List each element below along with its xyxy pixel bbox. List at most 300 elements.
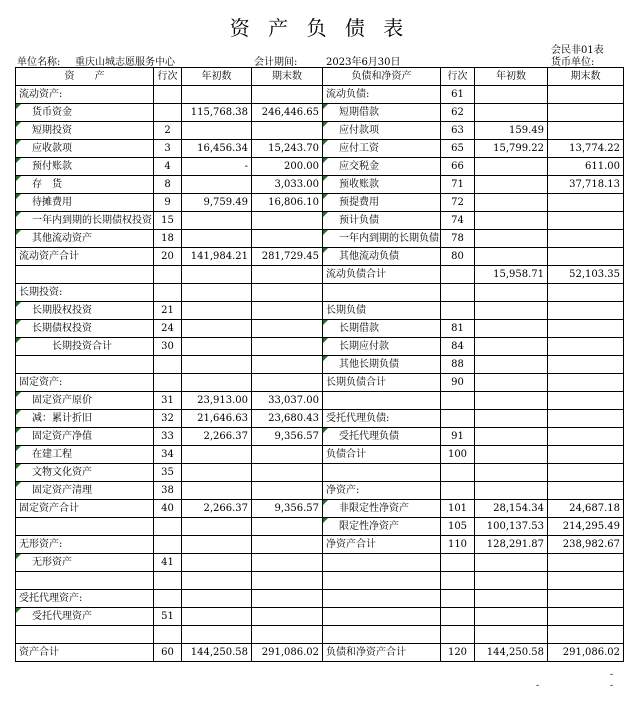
liability-begin — [475, 446, 548, 464]
liability-row-no — [441, 626, 475, 644]
asset-label: 应收款项 — [16, 140, 154, 158]
balance-sheet-table — [15, 67, 624, 662]
header-assets: 资 产 — [16, 68, 154, 86]
liability-label — [323, 284, 441, 302]
asset-begin — [182, 356, 252, 374]
liability-label — [323, 572, 441, 590]
asset-begin — [182, 302, 252, 320]
liability-end — [548, 230, 624, 248]
liability-row-no — [441, 284, 475, 302]
asset-end: 200.00 — [252, 158, 323, 176]
liability-begin — [475, 392, 548, 410]
liability-begin — [475, 248, 548, 266]
asset-row-no — [154, 572, 182, 590]
asset-begin — [182, 212, 252, 230]
liability-end — [548, 284, 624, 302]
liability-label — [323, 392, 441, 410]
table-row — [16, 266, 624, 284]
asset-begin: 141,984.21 — [182, 248, 252, 266]
liability-end — [548, 410, 624, 428]
liability-begin — [475, 374, 548, 392]
asset-end — [252, 608, 323, 626]
asset-label: 资产合计 — [16, 644, 154, 662]
liability-end — [548, 248, 624, 266]
asset-row-no: 34 — [154, 446, 182, 464]
liability-row-no — [441, 590, 475, 608]
liability-label: 负债合计 — [323, 446, 441, 464]
table-row — [16, 572, 624, 590]
liability-row-no: 110 — [441, 536, 475, 554]
footer-mark: - — [536, 681, 540, 691]
asset-label: 待摊费用 — [16, 194, 154, 212]
liability-label: 应付款项 — [323, 122, 441, 140]
asset-begin — [182, 572, 252, 590]
table-row — [16, 518, 624, 536]
form-code: 会民非01表 — [551, 45, 604, 56]
liability-label: 限定性净资产 — [323, 518, 441, 536]
liability-row-no — [441, 392, 475, 410]
liability-label — [323, 608, 441, 626]
asset-row-no — [154, 590, 182, 608]
table-row — [16, 626, 624, 644]
asset-label: 长期股权投资 — [16, 302, 154, 320]
table-row — [16, 464, 624, 482]
liability-row-no: 120 — [441, 644, 475, 662]
liability-label — [323, 464, 441, 482]
asset-end — [252, 284, 323, 302]
liability-label — [323, 626, 441, 644]
period-value: 2023年6月30日 — [326, 57, 401, 68]
liability-end — [548, 356, 624, 374]
asset-row-no: 18 — [154, 230, 182, 248]
liability-row-no: 81 — [441, 320, 475, 338]
liability-row-no: 90 — [441, 374, 475, 392]
liability-row-no — [441, 302, 475, 320]
currency-label: 货币单位: — [551, 57, 595, 68]
liability-begin — [475, 626, 548, 644]
asset-row-no: 31 — [154, 392, 182, 410]
asset-begin: 23,913.00 — [182, 392, 252, 410]
asset-label — [16, 356, 154, 374]
asset-begin: - — [182, 158, 252, 176]
asset-end: 291,086.02 — [252, 644, 323, 662]
liability-end — [548, 554, 624, 572]
liability-label: 应付工资 — [323, 140, 441, 158]
asset-end — [252, 122, 323, 140]
asset-begin — [182, 86, 252, 104]
asset-begin — [182, 266, 252, 284]
table-row — [16, 410, 624, 428]
liability-end — [548, 104, 624, 122]
asset-end: 15,243.70 — [252, 140, 323, 158]
asset-row-no: 35 — [154, 464, 182, 482]
liability-row-no: 62 — [441, 104, 475, 122]
asset-begin — [182, 320, 252, 338]
asset-row-no: 40 — [154, 500, 182, 518]
liability-begin: 15,958.71 — [475, 266, 548, 284]
table-row — [16, 176, 624, 194]
asset-label: 存 货 — [16, 176, 154, 194]
header-liabilities: 负债和净资产 — [323, 68, 441, 86]
liability-label: 短期借款 — [323, 104, 441, 122]
asset-row-no: 21 — [154, 302, 182, 320]
asset-begin — [182, 482, 252, 500]
asset-row-no — [154, 266, 182, 284]
liability-label: 流动负债: — [323, 86, 441, 104]
asset-label: 一年内到期的长期债权投资 — [16, 212, 154, 230]
asset-end — [252, 518, 323, 536]
asset-end — [252, 626, 323, 644]
liability-label: 长期负债合计 — [323, 374, 441, 392]
table-row — [16, 158, 624, 176]
asset-end — [252, 482, 323, 500]
asset-end — [252, 86, 323, 104]
liability-end — [548, 608, 624, 626]
table-row — [16, 428, 624, 446]
asset-label: 无形资产 — [16, 554, 154, 572]
header-begin-right: 年初数 — [475, 68, 548, 86]
report-title: 资 产 负 债 表 — [229, 16, 410, 40]
liability-label: 净资产合计 — [323, 536, 441, 554]
liability-label: 其他长期负债 — [323, 356, 441, 374]
unit-label: 单位名称: — [17, 57, 61, 68]
asset-row-no: 30 — [154, 338, 182, 356]
asset-label: 受托代理资产: — [16, 590, 154, 608]
asset-row-no — [154, 518, 182, 536]
liability-begin — [475, 86, 548, 104]
liability-begin — [475, 158, 548, 176]
asset-row-no: 2 — [154, 122, 182, 140]
asset-label — [16, 518, 154, 536]
liability-label: 预收账款 — [323, 176, 441, 194]
asset-end — [252, 572, 323, 590]
asset-end — [252, 536, 323, 554]
asset-end — [252, 266, 323, 284]
liability-end: 291,086.02 — [548, 644, 624, 662]
liability-label: 预提费用 — [323, 194, 441, 212]
table-row — [16, 500, 624, 518]
asset-begin: 2,266.37 — [182, 500, 252, 518]
table-row — [16, 320, 624, 338]
asset-label: 固定资产合计 — [16, 500, 154, 518]
liability-end: 24,687.18 — [548, 500, 624, 518]
table-row — [16, 122, 624, 140]
liability-begin — [475, 194, 548, 212]
liability-begin — [475, 572, 548, 590]
asset-row-no — [154, 86, 182, 104]
liability-begin — [475, 320, 548, 338]
liability-end — [548, 464, 624, 482]
liability-label: 非限定性净资产 — [323, 500, 441, 518]
asset-label: 流动资产: — [16, 86, 154, 104]
table-row — [16, 248, 624, 266]
asset-end — [252, 464, 323, 482]
asset-end: 16,806.10 — [252, 194, 323, 212]
header-row-no-right: 行次 — [441, 68, 475, 86]
liability-begin: 100,137.53 — [475, 518, 548, 536]
asset-begin — [182, 464, 252, 482]
asset-begin — [182, 338, 252, 356]
liability-row-no: 74 — [441, 212, 475, 230]
liability-begin — [475, 608, 548, 626]
liability-end — [548, 122, 624, 140]
asset-label: 长期投资合计 — [16, 338, 154, 356]
header-end: 期末数 — [252, 68, 323, 86]
asset-end: 9,356.57 — [252, 428, 323, 446]
footer-mark: - — [610, 670, 614, 680]
asset-row-no: 4 — [154, 158, 182, 176]
unit-name: 重庆山城志愿服务中心 — [75, 57, 175, 68]
liability-begin — [475, 356, 548, 374]
liability-begin: 15,799.22 — [475, 140, 548, 158]
table-row — [16, 554, 624, 572]
asset-row-no: 8 — [154, 176, 182, 194]
liability-end — [548, 392, 624, 410]
period-label: 会计期间: — [254, 57, 298, 68]
asset-begin: 115,768.38 — [182, 104, 252, 122]
table-row — [16, 608, 624, 626]
table-row — [16, 644, 624, 662]
asset-end: 246,446.65 — [252, 104, 323, 122]
liability-end — [548, 626, 624, 644]
liability-label: 流动负债合计 — [323, 266, 441, 284]
liability-begin — [475, 176, 548, 194]
liability-begin: 159.49 — [475, 122, 548, 140]
liability-label — [323, 554, 441, 572]
liability-end — [548, 86, 624, 104]
asset-label — [16, 572, 154, 590]
asset-begin — [182, 518, 252, 536]
liability-end — [548, 428, 624, 446]
liability-end — [548, 572, 624, 590]
liability-end: 214,295.49 — [548, 518, 624, 536]
table-row — [16, 230, 624, 248]
liability-begin: 144,250.58 — [475, 644, 548, 662]
asset-begin — [182, 626, 252, 644]
asset-label: 短期投资 — [16, 122, 154, 140]
header-row-no: 行次 — [154, 68, 182, 86]
asset-end: 23,680.43 — [252, 410, 323, 428]
table-row — [16, 212, 624, 230]
liability-label: 长期负债 — [323, 302, 441, 320]
liability-label: 长期应付款 — [323, 338, 441, 356]
liability-begin: 28,154.34 — [475, 500, 548, 518]
liability-end: 13,774.22 — [548, 140, 624, 158]
asset-label: 固定资产原价 — [16, 392, 154, 410]
asset-end — [252, 320, 323, 338]
asset-begin — [182, 284, 252, 302]
asset-label: 预付账款 — [16, 158, 154, 176]
table-row — [16, 482, 624, 500]
liability-begin — [475, 338, 548, 356]
liability-row-no: 80 — [441, 248, 475, 266]
liability-label — [323, 590, 441, 608]
liability-end: 37,718.13 — [548, 176, 624, 194]
asset-end — [252, 356, 323, 374]
asset-begin — [182, 608, 252, 626]
footer-mark: - — [610, 681, 614, 691]
liability-row-no: 72 — [441, 194, 475, 212]
liability-end — [548, 212, 624, 230]
liability-row-no: 105 — [441, 518, 475, 536]
liability-begin — [475, 554, 548, 572]
liability-row-no: 84 — [441, 338, 475, 356]
asset-end — [252, 590, 323, 608]
liability-row-no: 100 — [441, 446, 475, 464]
asset-label: 固定资产净值 — [16, 428, 154, 446]
liability-end — [548, 338, 624, 356]
asset-begin: 16,456.34 — [182, 140, 252, 158]
table-row — [16, 338, 624, 356]
liability-label: 应交税金 — [323, 158, 441, 176]
asset-end — [252, 212, 323, 230]
asset-row-no — [154, 374, 182, 392]
liability-end — [548, 194, 624, 212]
asset-begin — [182, 122, 252, 140]
header-begin: 年初数 — [182, 68, 252, 86]
liability-label: 净资产: — [323, 482, 441, 500]
liability-begin — [475, 590, 548, 608]
asset-begin — [182, 230, 252, 248]
asset-label: 受托代理资产 — [16, 608, 154, 626]
liability-row-no: 61 — [441, 86, 475, 104]
table-row — [16, 302, 624, 320]
asset-row-no: 33 — [154, 428, 182, 446]
liability-end — [548, 374, 624, 392]
asset-row-no: 3 — [154, 140, 182, 158]
liability-label: 受托代理负债 — [323, 428, 441, 446]
asset-begin — [182, 176, 252, 194]
liability-begin — [475, 104, 548, 122]
table-row — [16, 536, 624, 554]
asset-end: 3,033.00 — [252, 176, 323, 194]
asset-label: 货币资金 — [16, 104, 154, 122]
table-row — [16, 104, 624, 122]
table-row — [16, 140, 624, 158]
liability-label: 长期借款 — [323, 320, 441, 338]
liability-row-no — [441, 554, 475, 572]
table-header-row — [16, 68, 624, 86]
liability-end — [548, 446, 624, 464]
asset-begin — [182, 374, 252, 392]
asset-begin — [182, 554, 252, 572]
asset-end — [252, 230, 323, 248]
liability-row-no: 65 — [441, 140, 475, 158]
liability-end: 238,982.67 — [548, 536, 624, 554]
liability-row-no: 101 — [441, 500, 475, 518]
asset-end: 33,037.00 — [252, 392, 323, 410]
asset-label: 无形资产: — [16, 536, 154, 554]
asset-label: 减：累计折旧 — [16, 410, 154, 428]
asset-begin: 2,266.37 — [182, 428, 252, 446]
liability-begin — [475, 464, 548, 482]
asset-row-no: 9 — [154, 194, 182, 212]
table-row — [16, 446, 624, 464]
asset-row-no: 20 — [154, 248, 182, 266]
asset-label: 其他流动资产 — [16, 230, 154, 248]
liability-row-no — [441, 608, 475, 626]
liability-begin — [475, 212, 548, 230]
asset-row-no: 32 — [154, 410, 182, 428]
asset-begin: 21,646.63 — [182, 410, 252, 428]
asset-row-no — [154, 536, 182, 554]
liability-label: 预计负债 — [323, 212, 441, 230]
liability-label: 负债和净资产合计 — [323, 644, 441, 662]
table-row — [16, 86, 624, 104]
liability-begin — [475, 284, 548, 302]
liability-row-no: 88 — [441, 356, 475, 374]
asset-label — [16, 266, 154, 284]
asset-row-no: 38 — [154, 482, 182, 500]
liability-begin: 128,291.87 — [475, 536, 548, 554]
asset-end — [252, 338, 323, 356]
liability-begin — [475, 302, 548, 320]
asset-begin: 9,759.49 — [182, 194, 252, 212]
liability-end — [548, 482, 624, 500]
liability-row-no: 78 — [441, 230, 475, 248]
liability-row-no: 71 — [441, 176, 475, 194]
asset-label: 在建工程 — [16, 446, 154, 464]
asset-label: 长期投资: — [16, 284, 154, 302]
liability-label: 其他流动负债 — [323, 248, 441, 266]
asset-row-no: 15 — [154, 212, 182, 230]
asset-row-no: 24 — [154, 320, 182, 338]
liability-end — [548, 320, 624, 338]
asset-row-no — [154, 356, 182, 374]
header-end-right: 期末数 — [548, 68, 624, 86]
asset-row-no: 51 — [154, 608, 182, 626]
liability-begin — [475, 428, 548, 446]
liability-end: 52,103.35 — [548, 266, 624, 284]
asset-row-no — [154, 626, 182, 644]
table-row — [16, 392, 624, 410]
asset-label — [16, 626, 154, 644]
liability-row-no — [441, 482, 475, 500]
asset-end — [252, 446, 323, 464]
liability-row-no — [441, 572, 475, 590]
asset-row-no — [154, 284, 182, 302]
asset-label: 固定资产: — [16, 374, 154, 392]
asset-row-no — [154, 104, 182, 122]
asset-begin — [182, 590, 252, 608]
liability-end — [548, 302, 624, 320]
table-row — [16, 356, 624, 374]
liability-row-no — [441, 464, 475, 482]
asset-end — [252, 302, 323, 320]
asset-begin: 144,250.58 — [182, 644, 252, 662]
liability-begin — [475, 482, 548, 500]
liability-row-no: 63 — [441, 122, 475, 140]
asset-begin — [182, 446, 252, 464]
liability-label: 一年内到期的长期负债 — [323, 230, 441, 248]
asset-label: 长期债权投资 — [16, 320, 154, 338]
liability-end: 611.00 — [548, 158, 624, 176]
asset-begin — [182, 536, 252, 554]
liability-end — [548, 590, 624, 608]
asset-label: 文物文化资产 — [16, 464, 154, 482]
liability-row-no: 91 — [441, 428, 475, 446]
table-row — [16, 374, 624, 392]
asset-end — [252, 554, 323, 572]
asset-end: 9,356.57 — [252, 500, 323, 518]
table-row — [16, 284, 624, 302]
asset-row-no: 41 — [154, 554, 182, 572]
liability-label: 受托代理负债: — [323, 410, 441, 428]
asset-row-no: 60 — [154, 644, 182, 662]
asset-label: 流动资产合计 — [16, 248, 154, 266]
liability-row-no — [441, 410, 475, 428]
liability-row-no — [441, 266, 475, 284]
